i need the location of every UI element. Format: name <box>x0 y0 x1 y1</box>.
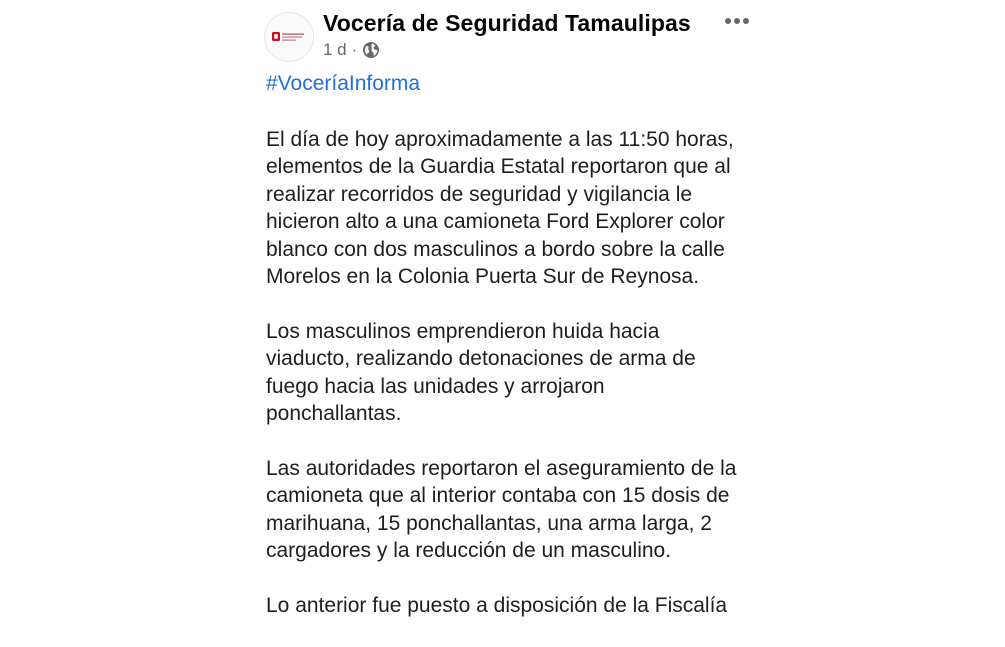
hashtag-link[interactable]: #VoceríaInforma <box>266 72 421 95</box>
post-body <box>266 126 756 647</box>
post-timestamp[interactable]: 1 d <box>323 40 347 59</box>
text-line: blanco con dos masculinos a bordo sobre la calle <box>266 237 725 261</box>
text-line: viaducto, realizando detonaciones de arma de <box>266 347 696 371</box>
page-avatar[interactable] <box>264 12 314 62</box>
text-line: ponchallantas. <box>266 402 402 426</box>
meta-separator: · <box>351 40 358 59</box>
logo-icon <box>272 27 306 47</box>
post-paragraph <box>266 126 756 290</box>
text-line: fuego hacia las unidades y arrojaron <box>266 374 605 398</box>
text-line: hicieron alto a una camioneta Ford Explorer color <box>266 210 725 234</box>
post-meta <box>323 40 380 60</box>
text-line: Las autoridades reportaron el aseguramiento de la <box>266 456 737 480</box>
text-line: elementos de la Guardia Estatal reportaron que al <box>266 155 731 179</box>
text-line: marihuana, 15 ponchallantas, una arma larga, 2 <box>266 511 712 535</box>
text-line: El día de hoy aproximadamente a las 11:50 horas, <box>266 128 734 151</box>
page-name-link[interactable]: Vocería de Seguridad Tamaulipas <box>323 10 691 36</box>
post-paragraph <box>266 592 756 619</box>
more-options-button[interactable] <box>720 6 754 36</box>
post-paragraph <box>266 318 756 428</box>
text-line: Lo anterior fue puesto a disposición de la Fiscalía <box>266 593 728 617</box>
more-options-icon <box>724 17 750 25</box>
text-line: cargadores y la reducción de un masculino. <box>266 539 672 563</box>
text-line: camioneta que al interior contaba con 15 dosis de <box>266 484 730 508</box>
post-paragraph <box>266 455 756 565</box>
text-line: Los masculinos emprendieron huida hacia <box>266 319 660 343</box>
text-line: realizar recorridos de seguridad y vigilancia le <box>266 182 693 206</box>
text-line: Morelos en la Colonia Puerta Sur de Reynosa. <box>266 265 700 289</box>
globe-icon[interactable] <box>362 41 380 59</box>
